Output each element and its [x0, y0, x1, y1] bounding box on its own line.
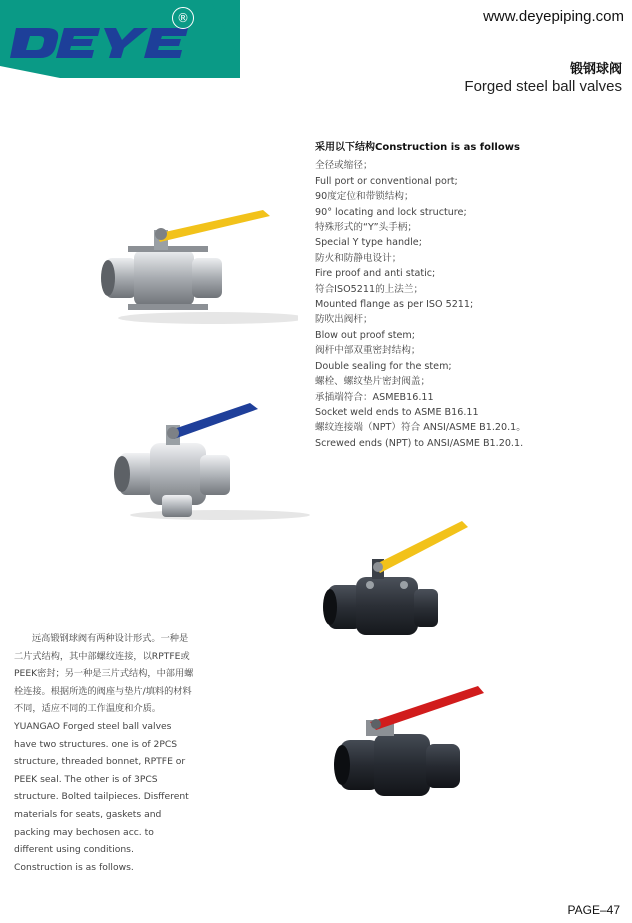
page-number: PAGE–47	[567, 903, 620, 917]
website-url[interactable]: www.deyepiping.com	[483, 8, 624, 25]
construction-spec	[315, 140, 615, 451]
spec-line: 防吹出阀杆；	[315, 314, 373, 326]
spec-line: Double sealing for the stem;	[315, 360, 452, 372]
spec-line: 90度定位和带锁结构；	[315, 191, 414, 203]
valve-photo-3pc-yellow-handle	[98, 200, 298, 330]
spec-line: 阀杆中部双重密封结构；	[315, 345, 421, 357]
spec-line: 承插端符合：ASMEB16.11	[315, 391, 434, 403]
spec-line: Fire proof and anti static;	[315, 268, 436, 280]
spec-line: 符合ISO5211的上法兰；	[315, 283, 424, 295]
spec-line: 螺纹连接端（NPT）符合 ANSI/ASME B1.20.1。	[315, 422, 526, 434]
spec-line: 防火和防静电设计；	[315, 252, 402, 264]
registered-mark: ®	[172, 7, 194, 29]
valve-photo-forged-yellow-handle	[320, 515, 480, 655]
spec-line: 螺栓、螺纹垫片密封阀盖；	[315, 376, 431, 388]
product-description	[14, 630, 194, 876]
spec-heading: 采用以下结构Construction is as follows	[315, 142, 520, 153]
spec-line: 全径或缩径；	[315, 160, 373, 172]
page-title-en: Forged steel ball valves	[464, 78, 622, 95]
spec-line: Special Y type handle;	[315, 237, 422, 249]
spec-line: 特殊形式的“Y”头手柄；	[315, 222, 417, 234]
page-title-cn: 锻钢球阀	[569, 62, 622, 77]
spec-line: 90° locating and lock structure;	[315, 206, 467, 218]
spec-line: Screwed ends (NPT) to ANSI/ASME B1.20.1.	[315, 437, 524, 449]
description-cn: 远高锻钢球阀有两种设计形式。一种是二片式结构，其中部螺纹连接，以RPTFE或PEEK密封；另一种是三片式结构，中部用螺栓连接。根据所选的阀座与垫片/填料的材料不同，适应不同的工作温度和介质。	[14, 633, 194, 715]
valve-photo-forged-red-handle	[330, 680, 500, 810]
spec-line: Mounted flange as per ISO 5211;	[315, 299, 474, 311]
valve-photo-3way-blue-handle	[100, 395, 310, 525]
brand-logo	[0, 0, 240, 78]
spec-line: Full port or conventional port;	[315, 175, 458, 187]
description-en: YUANGAO Forged steel ball valves have two structures. one is of 2PCS structure, threaded bonnet, RPTFE or PEEK seal. The other is of 3PCS structure. Bolted tailpieces. Disfferent materials for seats, gaskets and packing may bechosen acc. to different using conditions. Construction is as follows.	[14, 720, 189, 873]
spec-line: Socket weld ends to ASME B16.11	[315, 406, 479, 418]
spec-line: Blow out proof stem;	[315, 329, 416, 341]
